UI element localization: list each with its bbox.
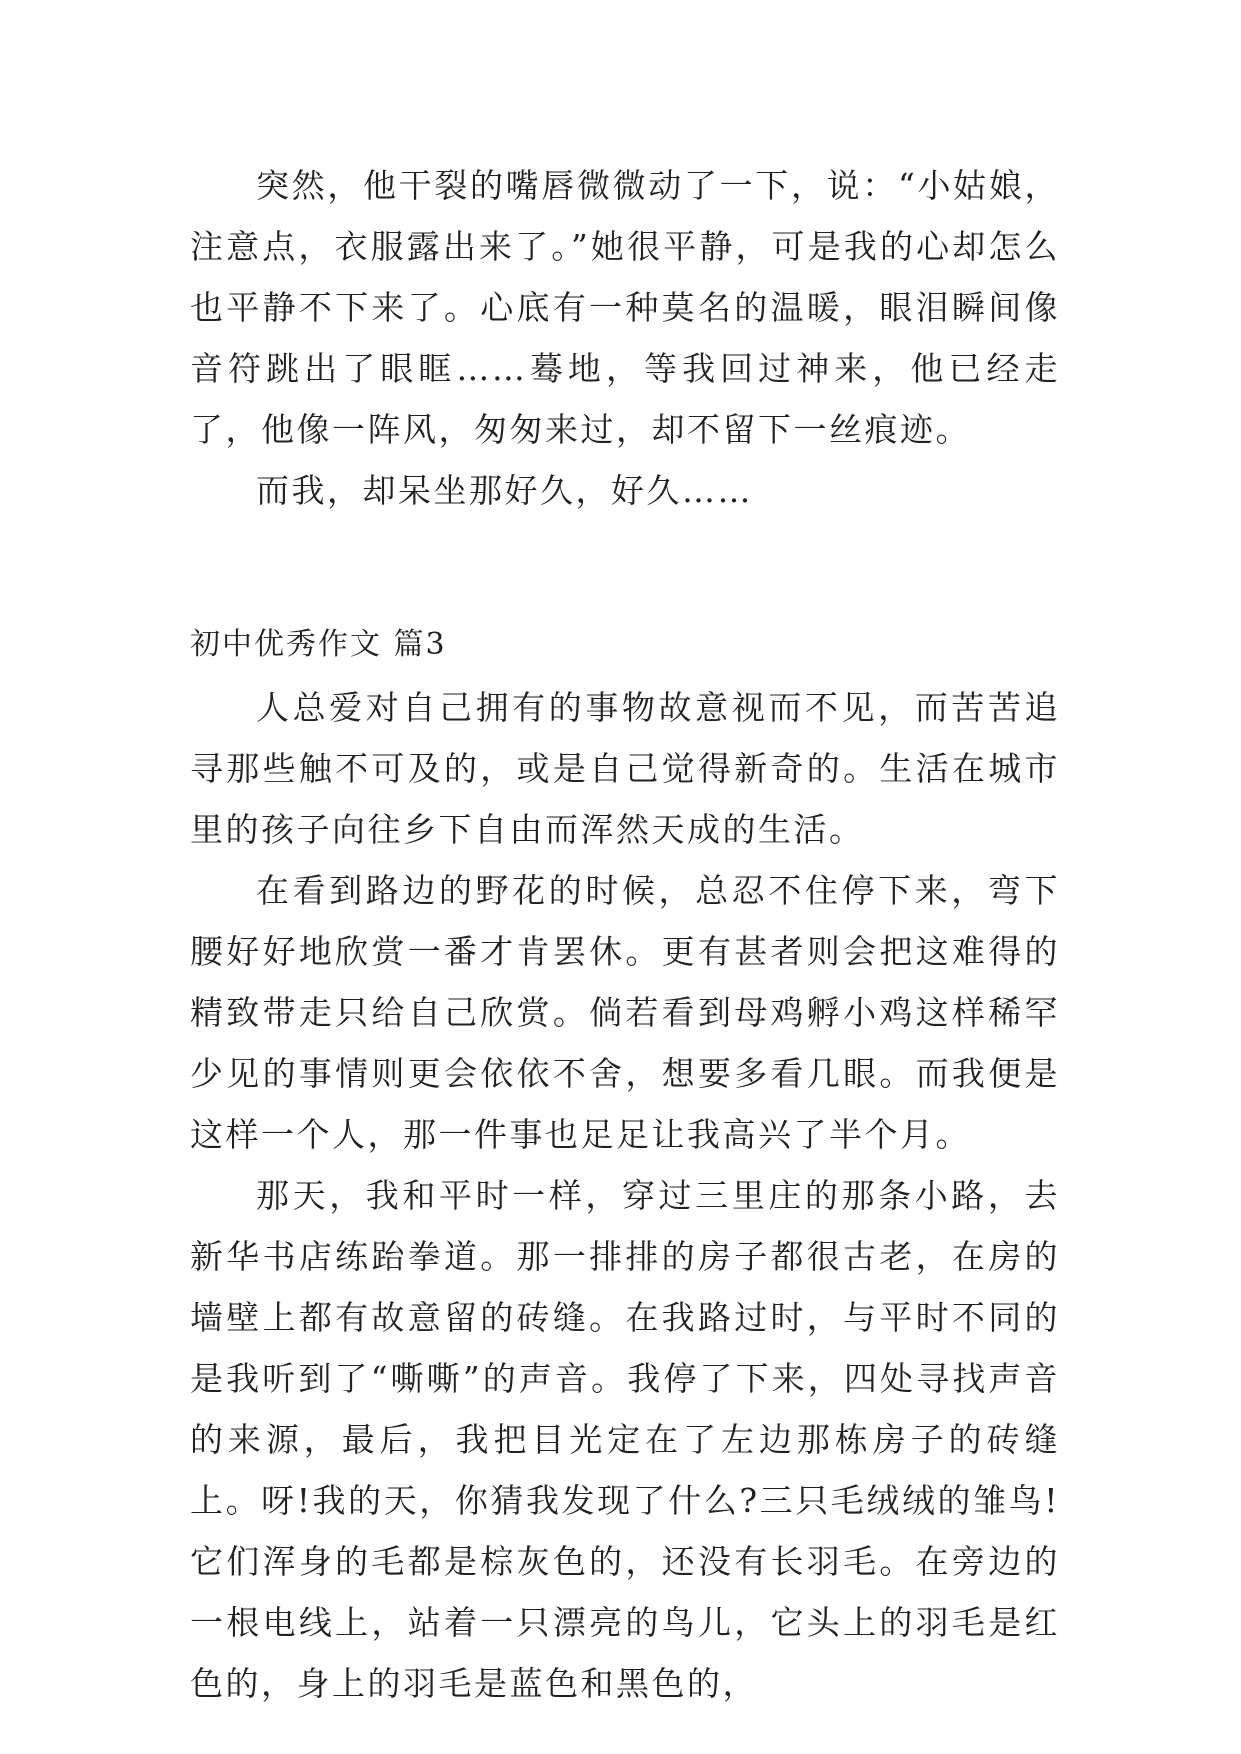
section-heading: 初中优秀作文 篇3 xyxy=(190,627,447,662)
paragraph: 人总爱对自己拥有的事物故意视而不见，而苦苦追寻那些触不可及的，或是自己觉得新奇的。生活在城市里的孩子向往乡下自由而浑然天成的生活。 xyxy=(190,688,1060,849)
paragraph: 那天，我和平时一样，穿过三里庄的那条小路，去新华书店练跆拳道。那一排排的房子都很古老，在房的墙壁上都有故意留的砖缝。在我路过时，与平时不同的是我听到了“嘶嘶”的声音。我停了下来，四处寻找声音的来源，最后，我把目光定在了左边那栋房子的砖缝上。呀!我的天，你猜我发现了什么?三只毛绒绒的雏鸟!它们浑身的毛都是棕灰色的，还没有长羽毛。在旁边的一根电线上，站着一只漂亮的鸟儿，它头上的羽毛是红色的，身上的羽毛是蓝色和黑色的， xyxy=(190,1176,1060,1703)
paragraph: 而我，却呆坐那好久，好久…… xyxy=(256,471,753,510)
paragraph: 突然，他干裂的嘴唇微微动了一下，说：“小姑娘，注意点，衣服露出来了。”她很平静，可是我的心却怎么也平静不下来了。心底有一种莫名的温暖，眼泪瞬间像音符跳出了眼眶……蓦地，等我回过神来，他已经走了，他像一阵风，匆匆来过，却不留下一丝痕迹。 xyxy=(190,166,1060,449)
document-body xyxy=(190,155,1060,1714)
paragraph: 在看到路边的野花的时候，总忍不住停下来，弯下腰好好地欣赏一番才肯罢休。更有甚者则会把这难得的精致带走只给自己欣赏。倘若看到母鸡孵小鸡这样稀罕少见的事情则更会依依不舍，想要多看几眼。而我便是这样一个人，那一件事也足足让我高兴了半个月。 xyxy=(190,871,1060,1154)
